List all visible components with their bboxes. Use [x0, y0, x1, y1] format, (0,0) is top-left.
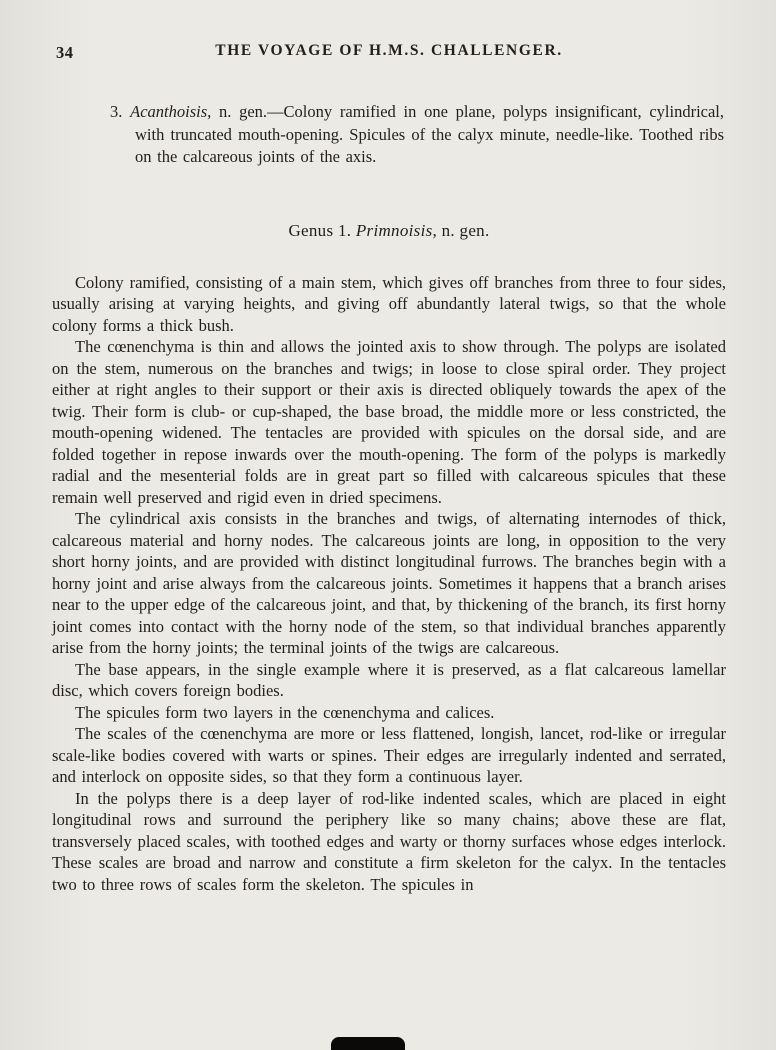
paragraph-polyps-scales: In the polyps there is a deep layer of rod-like indented scales, which are placed in eight longitudinal rows and surround the periphery like so many chains; above these are flat, transversely placed scales, with toothed edges and warty or thorny surfaces whose edges interlock. These scales are broad and narrow and constitute a firm skeleton for the calyx. In the tentacles two to three rows of scales form the skeleton. The spicules in [52, 788, 726, 894]
genus-heading [52, 221, 726, 241]
page-number: 34 [56, 43, 74, 62]
paragraph-coenenchyma: The cœnenchyma is thin and allows the jointed axis to show through. The polyps are isolated on the stem, numerous on the branches and twigs; in loose to close spiral order. They project either at right angles to their support or their axis is directed obliquely towards the apex of the twig. Their form is club- or cup-shaped, the base broad, the middle more or less constricted, the mouth-opening widened. The tentacles are provided with spicules on the dorsal side, and are folded together in repose inwards over the mouth-opening. The form of the polyps is markedly radial and the mesenterial folds are in great part so filled with calcareous spicules that these remain well preserved and rigid even in dried specimens. [52, 337, 726, 507]
genus-heading-name: Primnoisis [355, 220, 433, 240]
genus-entry-item [110, 101, 725, 169]
paragraph-base: The base appears, in the single example where it is preserved, as a flat calcareous lamellar disc, which covers foreign bodies. [52, 659, 726, 700]
entry-genus-name: Acanthoisis, [130, 102, 212, 121]
genus-heading-suffix: , n. gen. [432, 220, 490, 240]
genus-heading-prefix: Genus 1. [288, 220, 356, 240]
paragraph-colony: Colony ramified, consisting of a main stem, which gives off branches from three to four sides, usually arising at varying heights, and giving off abundantly lateral twigs, so that the whole colony forms a thick bush. [52, 272, 726, 335]
paragraph-cylindrical-axis: The cylindrical axis consists in the branches and twigs, of alternating internodes of thick, calcareous material and horny nodes. The calcareous joints are long, in opposition to the very short horny joints, and are provided with distinct longitudinal furrows. The branches begin with a horny joint and arise always from the calcareous joints. Sometimes it happens that a branch arises near to the upper edge of the calcareous joint, and that, by thickening of the branch, its first horny joint comes into contact with the horny node of the stem, so that individual branches apparently arise from the horny joints; the terminal joints of the twigs are calcareous. [52, 509, 726, 657]
scan-artifact-mark [331, 1037, 405, 1050]
body-text [52, 272, 726, 896]
running-header-title: THE VOYAGE OF H.M.S. CHALLENGER. [215, 42, 563, 59]
paragraph-scales: The scales of the cœnenchyma are more or less flattened, longish, lancet, rod-like or irregular scale-like bodies covered with warts or spines. Their edges are irregularly indented and serrated, and interlock on opposite sides, so that they form a continuous layer. [52, 724, 726, 786]
paragraph-spicules-layers: The spicules form two layers in the cœnenchyma and calices. [75, 702, 495, 722]
entry-number: 3. [110, 102, 131, 121]
entry-description: n. gen.—Colony ramified in one plane, polyps insignificant, cylindrical, with truncated mouth-opening. Spicules of the calyx minute, needle-like. Toothed ribs on the calcareous joints of the axis. [135, 102, 725, 166]
page-header [52, 42, 726, 64]
